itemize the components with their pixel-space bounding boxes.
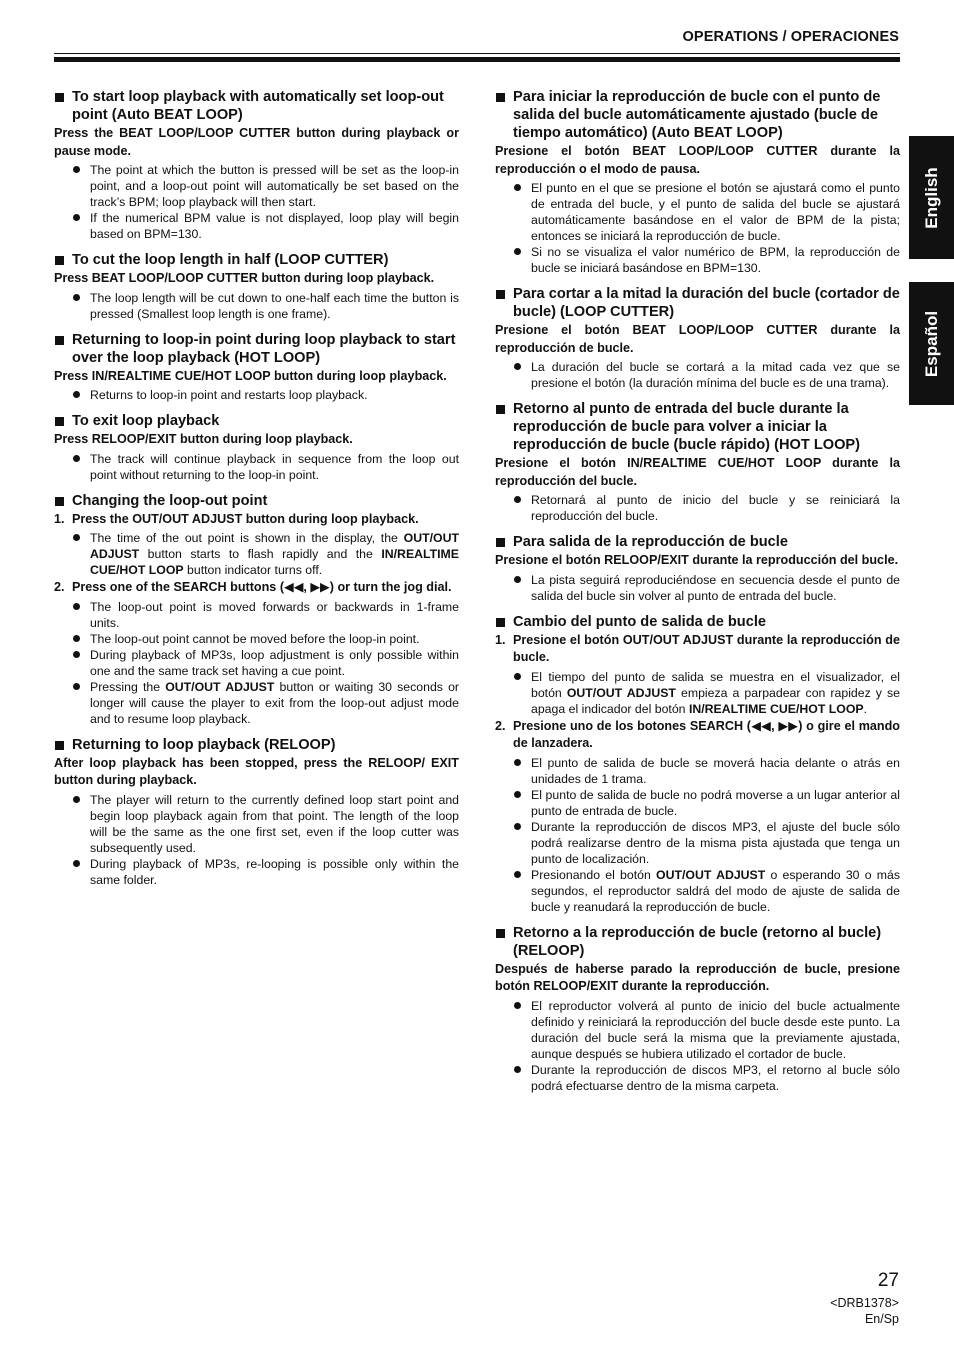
bullet-list bbox=[54, 290, 459, 322]
key-label: IN/REALTIME CUE/HOT LOOP bbox=[688, 701, 864, 716]
section-loop-cutter bbox=[54, 251, 459, 322]
step-number: 1. bbox=[54, 511, 65, 526]
text: Presionando el botón bbox=[531, 867, 656, 882]
step-2 bbox=[54, 579, 459, 597]
instruction: Después de haberse parado la reproducción de bucle, presione botón RELOOP/EXIT durante la reproducción. bbox=[495, 961, 900, 993]
section-title: Para salida de la reproducción de bucle bbox=[495, 533, 900, 551]
instruction: Press BEAT LOOP/LOOP CUTTER button during loop playback. bbox=[54, 271, 435, 285]
step-1 bbox=[495, 632, 900, 667]
bullet-item: Durante la reproducción de discos MP3, el ajuste del bucle sólo podrá realizarse dentro de la misma pista ajustada que tenga un punto de localización. bbox=[495, 819, 900, 867]
text: The time of the out point is shown in the display, the bbox=[90, 531, 404, 545]
bullet-item: El reproductor volverá al punto de inicio del bucle actualmente definido y reiniciará la reproducción del bucle desde este punto. La duración del bucle será la misma que la previamente ajustada, aunque después se hubiera utilizado el cortador de bucle. bbox=[495, 998, 900, 1062]
bullet-item: La pista seguirá reproduciéndose en secuencia desde el punto de salida del bucle sin volver al punto de entrada del bucle. bbox=[495, 572, 900, 604]
language-tab-english[interactable] bbox=[909, 136, 954, 259]
section-title: Retorno a la reproducción de bucle (retorno al bucle) (RELOOP) bbox=[495, 924, 900, 960]
step-number: 2. bbox=[495, 718, 506, 733]
bullet-item: Durante la reproducción de discos MP3, el retorno al bucle sólo podrá efectuarse dentro de la misma carpeta. bbox=[495, 1062, 900, 1094]
bullet-list bbox=[495, 572, 900, 604]
bullet-list bbox=[495, 492, 900, 524]
instruction: Press the BEAT LOOP/LOOP CUTTER button during playback or pause mode. bbox=[54, 126, 459, 158]
section-change-loop-out-es bbox=[495, 613, 900, 915]
step-2 bbox=[495, 718, 900, 753]
english-column bbox=[54, 88, 459, 897]
section-loop-cutter-es bbox=[495, 285, 900, 391]
spanish-column bbox=[495, 88, 900, 1103]
step-1 bbox=[54, 511, 459, 529]
bullet-list bbox=[54, 792, 459, 888]
bullet-item bbox=[54, 530, 459, 578]
instruction: Press IN/REALTIME CUE/HOT LOOP button during loop playback. bbox=[54, 368, 447, 383]
section-title: To start loop playback with automatically set loop-out point (Auto BEAT LOOP) bbox=[54, 88, 459, 124]
page-header-title: OPERATIONS / OPERACIONES bbox=[682, 29, 899, 45]
instruction: Presione el botón BEAT LOOP/LOOP CUTTER durante la reproducción o el modo de pausa. bbox=[495, 144, 900, 176]
step-text: Presione el botón OUT/OUT ADJUST durante la reproducción de bucle. bbox=[513, 632, 900, 664]
bullet-item: Returns to loop-in point and restarts loop playback. bbox=[54, 387, 459, 403]
text: Pressing the bbox=[90, 679, 166, 694]
language-tab-english-label: English bbox=[921, 166, 941, 229]
document-code-lang: En/Sp bbox=[864, 1312, 899, 1326]
header-rule-thin bbox=[54, 53, 900, 54]
bullet-list bbox=[54, 530, 459, 578]
step-text: Press one of the SEARCH buttons (◀◀, ▶▶) or turn the jog dial. bbox=[72, 580, 452, 594]
section-title: Para cortar a la mitad la duración del bucle (cortador de bucle) (LOOP CUTTER) bbox=[495, 285, 900, 321]
section-reloop bbox=[54, 736, 459, 888]
text: o esperando 30 o más segundos, el reproductor saldrá del modo de ajuste de salida de bucle y reanudará la reproducción de bucle. bbox=[531, 867, 900, 914]
bullet-item: El punto en el que se presione el botón se ajustará como el punto de entrada del bucle, y el punto de salida del bucle se ajustará automáticamente basándose en el valor de BPM de la pista; entonces se iniciará la reproducción de bucle. bbox=[495, 180, 900, 244]
bullet-list bbox=[54, 599, 459, 727]
section-auto-beat-loop bbox=[54, 88, 459, 242]
bullet-item: The loop-out point cannot be moved before the loop-in point. bbox=[54, 631, 459, 647]
page-number: 27 bbox=[877, 1270, 899, 1291]
bullet-item bbox=[54, 679, 459, 727]
bullet-list bbox=[495, 669, 900, 717]
bullet-item: The point at which the button is pressed will be set as the loop-in point, and a loop-out point will automatically be set based on the track’s BPM; loop playback will then start. bbox=[54, 162, 459, 210]
text: button starts to flash rapidly and the bbox=[139, 547, 382, 561]
section-title: To cut the loop length in half (LOOP CUTTER) bbox=[54, 251, 459, 269]
bullet-item: The track will continue playback in sequence from the loop out point without returning to the loop-in point. bbox=[54, 451, 459, 483]
key-label: OUT/OUT ADJUST bbox=[165, 679, 275, 694]
bullet-list bbox=[495, 998, 900, 1094]
text: . bbox=[863, 701, 868, 716]
language-tab-spanish[interactable] bbox=[909, 282, 954, 405]
instruction: Presione el botón RELOOP/EXIT durante la reproducción del bucle. bbox=[495, 553, 899, 567]
section-title: Returning to loop playback (RELOOP) bbox=[54, 736, 459, 754]
instruction: Presione el botón BEAT LOOP/LOOP CUTTER durante la reproducción de bucle. bbox=[495, 323, 900, 355]
step-number: 2. bbox=[54, 580, 65, 594]
bullet-list bbox=[495, 755, 900, 915]
bullet-item: Retornará al punto de inicio del bucle y se reiniciará la reproducción del bucle. bbox=[495, 492, 900, 524]
instruction: Presione el botón IN/REALTIME CUE/HOT LOOP durante la reproducción del bucle. bbox=[495, 456, 900, 488]
bullet-item bbox=[495, 867, 900, 915]
section-title: Cambio del punto de salida de bucle bbox=[495, 613, 900, 631]
bullet-list bbox=[495, 359, 900, 391]
bullet-list bbox=[54, 451, 459, 483]
section-reloop-es bbox=[495, 924, 900, 1094]
bullet-item: During playback of MP3s, loop adjustment is only possible within one and the same track set having a cue point. bbox=[54, 647, 459, 679]
language-tab-spanish-label: Español bbox=[921, 310, 941, 377]
key-label: IN/REALTIME CUE/HOT LOOP bbox=[90, 547, 459, 577]
bullet-item: The player will return to the currently defined loop start point and begin loop playback again from that point. The length of the loop will be the same as the one first set, even if the loop cutter was subsequently used. bbox=[54, 792, 459, 856]
key-label: OUT/OUT ADJUST bbox=[656, 867, 766, 882]
bullet-list bbox=[54, 162, 459, 242]
bullet-item: During playback of MP3s, re-looping is possible only within the same folder. bbox=[54, 856, 459, 888]
header-rule-thick bbox=[54, 57, 900, 62]
text: El tiempo del punto de salida se muestra en el visualizador, el botón bbox=[531, 669, 900, 700]
text: empieza a parpadear con rapidez y se apaga el indicador del botón bbox=[531, 685, 900, 716]
text: button or waiting 30 seconds or longer will cause the player to exit from the loop-out adjust mode and to resume loop playback. bbox=[90, 679, 459, 726]
bullet-item: If the numerical BPM value is not displayed, loop play will begin based on BPM=130. bbox=[54, 210, 459, 242]
section-title: Para iniciar la reproducción de bucle con el punto de salida del bucle automáticamente ajustado (bucle de tiempo automático) (Auto BEAT LOOP) bbox=[495, 88, 900, 142]
section-title: Returning to loop-in point during loop playback to start over the loop playback (HOT LOOP) bbox=[54, 331, 459, 367]
section-title: Retorno al punto de entrada del bucle durante la reproducción de bucle para volver a iniciar la reproducción de bucle (bucle rápido) (HOT LOOP) bbox=[495, 400, 900, 454]
bullet-item: The loop length will be cut down to one-half each time the button is pressed (Smallest loop length is one frame). bbox=[54, 290, 459, 322]
instruction: After loop playback has been stopped, press the RELOOP/ EXIT button during playback. bbox=[54, 755, 459, 787]
section-exit-loop bbox=[54, 412, 459, 483]
bullet-item: El punto de salida de bucle no podrá moverse a un lugar anterior al punto de entrada de bucle. bbox=[495, 787, 900, 819]
section-change-loop-out bbox=[54, 492, 459, 727]
bullet-item: La duración del bucle se cortará a la mitad cada vez que se presione el botón (la duración mínima del bucle es de una trama). bbox=[495, 359, 900, 391]
bullet-item: Si no se visualiza el valor numérico de BPM, la reproducción de bucle se iniciará basándose en BPM=130. bbox=[495, 244, 900, 276]
key-label: OUT/OUT ADJUST bbox=[566, 685, 676, 700]
bullet-item: The loop-out point is moved forwards or backwards in 1-frame units. bbox=[54, 599, 459, 631]
text: button indicator turns off. bbox=[183, 563, 323, 577]
instruction: Press RELOOP/EXIT button during loop playback. bbox=[54, 432, 353, 446]
section-auto-beat-loop-es bbox=[495, 88, 900, 276]
step-text: Press the OUT/OUT ADJUST button during loop playback. bbox=[72, 511, 419, 526]
bullet-list bbox=[495, 180, 900, 276]
bullet-list bbox=[54, 387, 459, 403]
step-number: 1. bbox=[495, 632, 506, 647]
bullet-item bbox=[495, 669, 900, 717]
section-title: To exit loop playback bbox=[54, 412, 459, 430]
document-code-id: <DRB1378> bbox=[830, 1296, 899, 1310]
section-hot-loop bbox=[54, 331, 459, 404]
step-text: Presione uno de los botones SEARCH (◀◀, ▶▶) o gire el mando de lanzadera. bbox=[513, 718, 900, 750]
section-exit-loop-es bbox=[495, 533, 900, 604]
section-hot-loop-es bbox=[495, 400, 900, 524]
bullet-item: El punto de salida de bucle se moverá hacia delante o atrás en unidades de 1 trama. bbox=[495, 755, 900, 787]
section-title: Changing the loop-out point bbox=[54, 492, 459, 510]
document-code bbox=[830, 1295, 899, 1327]
key-label: OUT/OUT ADJUST bbox=[90, 531, 459, 561]
